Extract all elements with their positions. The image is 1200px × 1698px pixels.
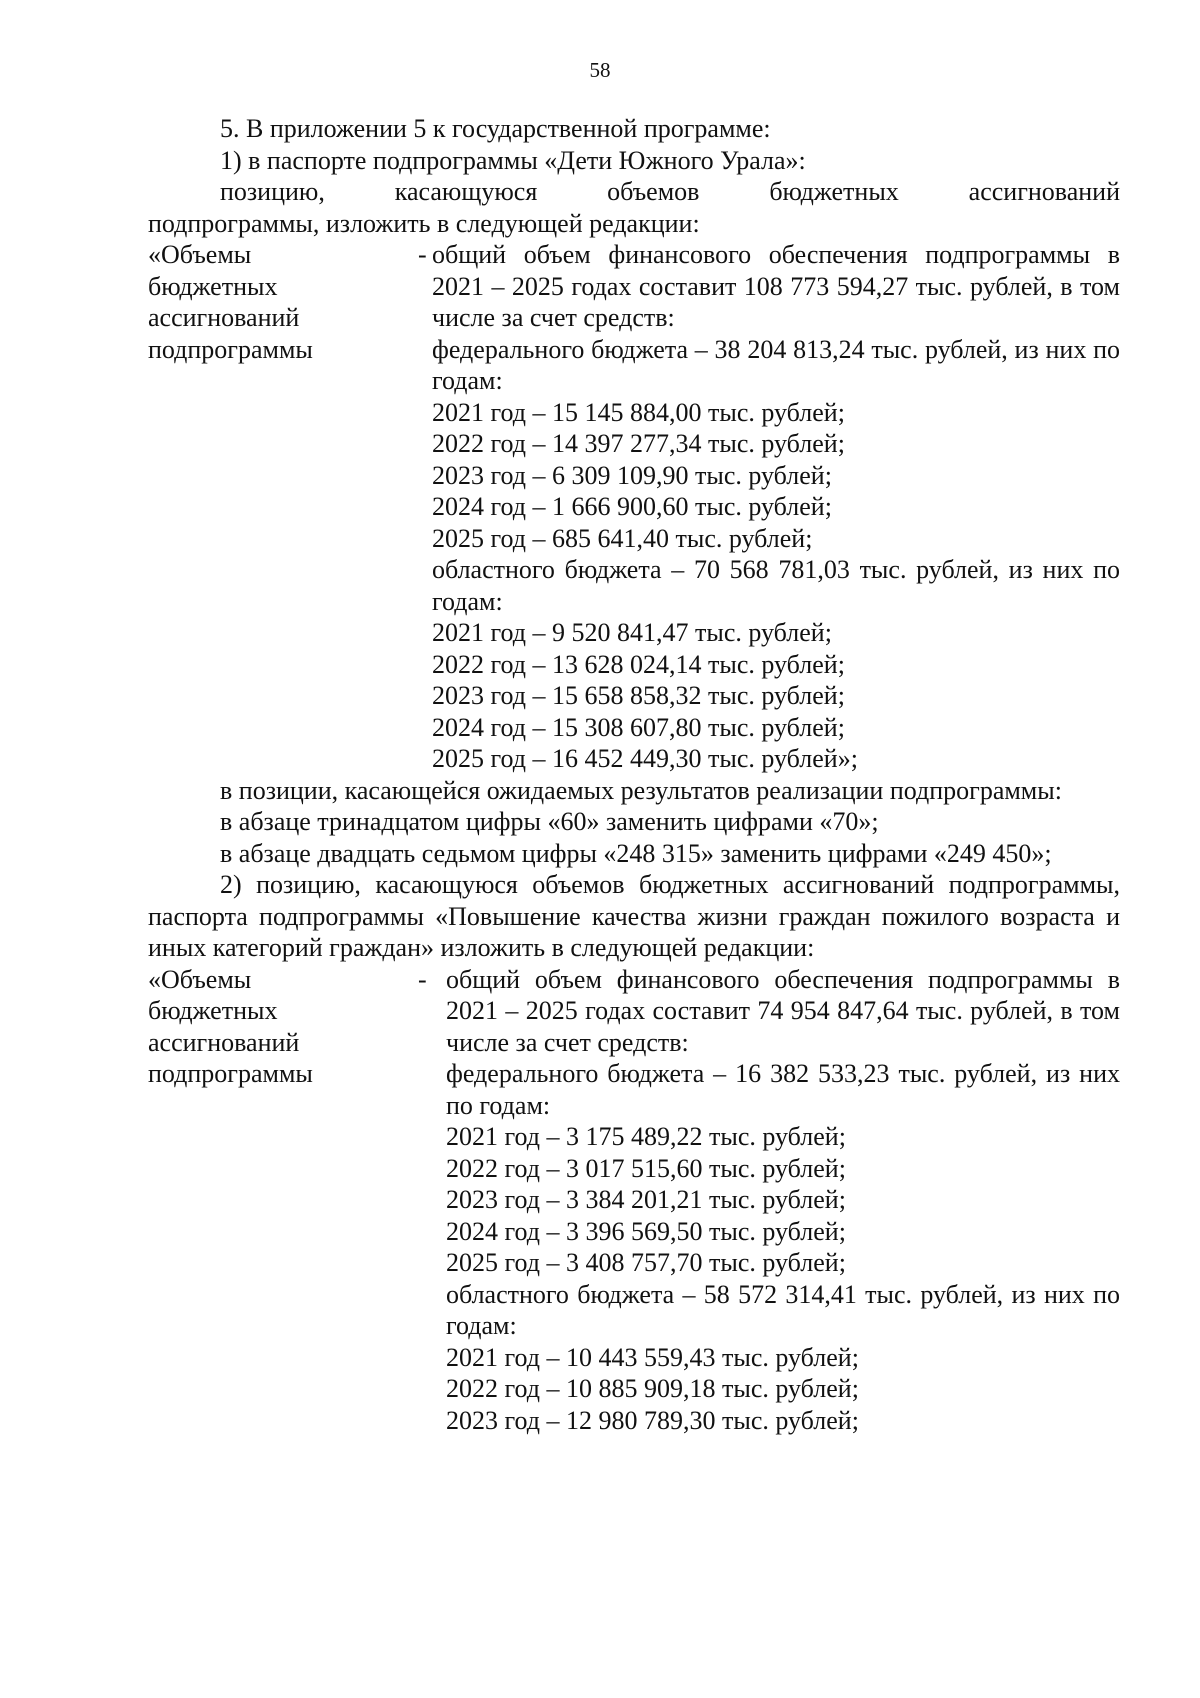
block-2-label	[148, 964, 418, 1437]
block-2-label-line: «Объемы	[148, 964, 252, 994]
block-1-label-line: бюджетных	[148, 271, 278, 301]
subitem-1-intro-line2: подпрограммы, изложить в следующей редакции:	[148, 208, 700, 238]
block-1-regional-2021: 2021 год – 9 520 841,47 тыс. рублей;	[432, 618, 832, 647]
block-2-dash: -	[418, 964, 427, 994]
block-2-federal-2024: 2024 год – 3 396 569,50 тыс. рублей;	[446, 1216, 846, 1246]
results-intro: в позиции, касающейся ожидаемых результатов реализации подпрограммы:	[220, 775, 1062, 805]
block-1-body	[432, 239, 1120, 775]
block-1-federal-2021: 2021 год – 15 145 884,00 тыс. рублей;	[432, 397, 845, 427]
block-2-federal-2022: 2022 год – 3 017 515,60 тыс. рублей;	[446, 1153, 846, 1183]
block-1-label-line: подпрограммы	[148, 334, 313, 364]
block-2-federal: федерального бюджета – 16 382 533,23 тыс. рублей, из них по годам:	[446, 1059, 1120, 1120]
document-body	[148, 113, 1120, 1436]
block-1-regional-2024: 2024 год – 15 308 607,80 тыс. рублей;	[432, 712, 845, 742]
block-1-label	[148, 239, 418, 775]
page-number: 58	[589, 58, 611, 82]
subitem-2-text: 2) позицию, касающуюся объемов бюджетных ассигнований подпрограммы, паспорта подпрограммы «Повышение качества жизни граждан пожилого возраста и иных категорий граждан» изложить в следующей редакции:	[148, 870, 1120, 962]
block-2-label-line: бюджетных	[148, 996, 278, 1025]
block-1-regional-2025: 2025 год – 16 452 449,30 тыс. рублей»;	[432, 744, 858, 773]
block-1-federal-2023: 2023 год – 6 309 109,90 тыс. рублей;	[432, 460, 832, 490]
block-2-body	[432, 964, 1120, 1437]
block-2-total: общий объем финансового обеспечения подпрограммы в 2021 – 2025 годах составит 74 954 847,64 тыс. рублей, в том числе за счет средств:	[446, 964, 1120, 1057]
block-1-federal: федерального бюджета – 38 204 813,24 тыс. рублей, из них по годам:	[432, 334, 1120, 395]
subitem-1-heading: 1) в паспорте подпрограммы «Дети Южного Урала»:	[220, 145, 806, 175]
block-2-federal-2025: 2025 год – 3 408 757,70 тыс. рублей;	[446, 1248, 846, 1277]
paragraph-27-change: в абзаце двадцать седьмом цифры «248 315» заменить цифрами «249 450»;	[220, 838, 1052, 868]
block-2-federal-2021: 2021 год – 3 175 489,22 тыс. рублей;	[446, 1122, 846, 1151]
block-2-label-line: ассигнований	[148, 1027, 300, 1057]
block-2-regional: областного бюджета – 58 572 314,41 тыс. рублей, из них по годам:	[446, 1279, 1120, 1340]
block-2-regional-2023: 2023 год – 12 980 789,30 тыс. рублей;	[446, 1405, 859, 1435]
block-1-federal-2024: 2024 год – 1 666 900,60 тыс. рублей;	[432, 492, 832, 521]
block-1-federal-2025: 2025 год – 685 641,40 тыс. рублей;	[432, 523, 813, 553]
block-1-regional-2023: 2023 год – 15 658 858,32 тыс. рублей;	[432, 681, 845, 710]
subitem-1-intro-line1: позицию, касающуюся объемов бюджетных ассигнований	[220, 177, 1120, 206]
block-1-label-line: ассигнований	[148, 303, 300, 332]
block-1-label-line: «Объемы	[148, 240, 252, 269]
block-1-total: общий объем финансового обеспечения подпрограммы в 2021 – 2025 годах составит 108 773 594,27 тыс. рублей, в том числе за счет средств:	[432, 240, 1120, 332]
block-2-label-line: подпрограммы	[148, 1059, 313, 1088]
block-1-regional: областного бюджета – 70 568 781,03 тыс. рублей, из них по годам:	[432, 555, 1120, 616]
block-2-regional-2021: 2021 год – 10 443 559,43 тыс. рублей;	[446, 1342, 859, 1372]
block-2-federal-2023: 2023 год – 3 384 201,21 тыс. рублей;	[446, 1185, 846, 1214]
item-5-heading: 5. В приложении 5 к государственной программе:	[220, 114, 771, 143]
budget-allocation-block-1	[148, 239, 1120, 775]
paragraph-13-change: в абзаце тринадцатом цифры «60» заменить цифрами «70»;	[220, 807, 879, 836]
block-1-federal-2022: 2022 год – 14 397 277,34 тыс. рублей;	[432, 429, 845, 458]
budget-allocation-block-2	[148, 964, 1120, 1437]
block-2-regional-2022: 2022 год – 10 885 909,18 тыс. рублей;	[446, 1374, 859, 1403]
block-1-dash: -	[418, 240, 427, 269]
block-1-regional-2022: 2022 год – 13 628 024,14 тыс. рублей;	[432, 649, 845, 679]
